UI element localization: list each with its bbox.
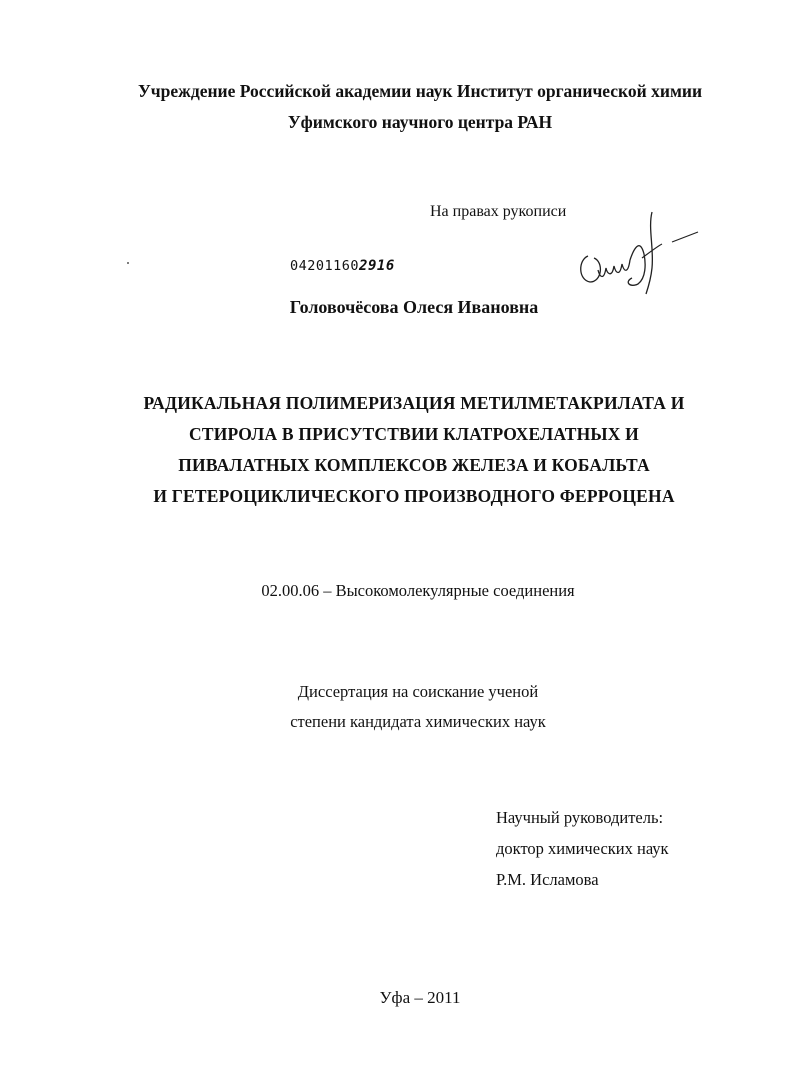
supervisor-name: Р.М. Исламова bbox=[496, 870, 599, 889]
author-signature-icon bbox=[574, 208, 704, 298]
supervisor-title: доктор химических наук bbox=[496, 839, 669, 858]
specialty-code: 02.00.06 – Высокомолекулярные соединения bbox=[261, 581, 575, 600]
institution-line-1: Учреждение Российской академии наук Институт органической химии bbox=[137, 81, 703, 101]
supervisor-block bbox=[496, 802, 669, 895]
degree-statement bbox=[22, 677, 792, 737]
city-year: Уфа – 2011 bbox=[379, 988, 461, 1007]
title-line-4: И ГЕТЕРОЦИКЛИЧЕСКОГО ПРОИЗВОДНОГО ФЕРРОЦЕНА bbox=[153, 486, 675, 506]
institution-line-2: Уфимского научного центра РАН bbox=[287, 112, 553, 132]
author-name: Головочёсова Олеся Ивановна bbox=[289, 297, 539, 317]
title-line-2: СТИРОЛА В ПРИСУТСТВИИ КЛАТРОХЕЛАТНЫХ И bbox=[188, 424, 639, 444]
catalog-number-suffix: 2916 bbox=[359, 258, 395, 274]
title-line-1: РАДИКАЛЬНАЯ ПОЛИМЕРИЗАЦИЯ МЕТИЛМЕТАКРИЛАТА И bbox=[143, 393, 685, 413]
institution-header bbox=[24, 76, 792, 138]
supervisor-role: Научный руководитель: bbox=[496, 808, 664, 827]
manuscript-rights-note: На правах рукописи bbox=[430, 203, 567, 220]
dissertation-title bbox=[18, 388, 792, 512]
catalog-number bbox=[290, 258, 395, 274]
title-line-3: ПИВАЛАТНЫХ КОМПЛЕКСОВ ЖЕЛЕЗА И КОБАЛЬТА bbox=[178, 455, 650, 475]
scan-dot bbox=[127, 262, 129, 264]
catalog-number-printed: 04201160 bbox=[290, 258, 360, 274]
degree-line-2: степени кандидата химических наук bbox=[290, 712, 546, 731]
degree-line-1: Диссертация на соискание ученой bbox=[297, 682, 539, 701]
